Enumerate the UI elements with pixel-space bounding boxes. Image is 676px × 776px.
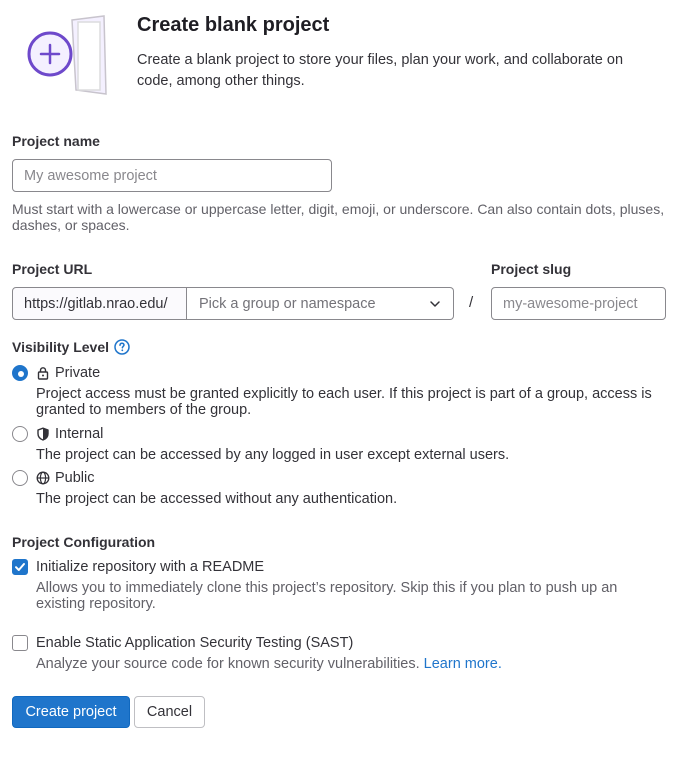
- cancel-button[interactable]: Cancel: [134, 696, 205, 728]
- internal-label: Internal: [55, 426, 104, 442]
- project-slug-label: Project slug: [491, 261, 572, 277]
- visibility-option-internal[interactable]: [12, 426, 103, 442]
- sast-label: Enable Static Application Security Testing (SAST): [36, 635, 354, 651]
- namespace-placeholder: Pick a group or namespace: [199, 295, 376, 312]
- project-name-input[interactable]: [12, 159, 332, 192]
- sast-description: Analyze your source code for known security vulnerabilities.: [36, 656, 420, 672]
- private-description: Project access must be granted explicitly to each user. If this project is part of a group, access is granted to members of the group.: [36, 386, 652, 418]
- learn-more-link[interactable]: Learn more.: [423, 656, 502, 672]
- internal-description: The project can be accessed by any logged in user except external users.: [36, 447, 510, 463]
- globe-icon: [36, 471, 50, 485]
- lock-icon: [36, 366, 50, 380]
- private-label: Private: [55, 365, 101, 381]
- readme-option[interactable]: [12, 559, 264, 575]
- private-radio[interactable]: [12, 365, 28, 381]
- visibility-option-public[interactable]: [12, 470, 95, 486]
- readme-label: Initialize repository with a README: [36, 559, 265, 575]
- public-radio[interactable]: [12, 470, 28, 486]
- chevron-down-icon: [429, 298, 441, 310]
- project-name-help: Must start with a lowercase or uppercase letter, digit, emoji, or underscore. Can also contain dots, pluses, dashes, or spaces.: [12, 201, 665, 233]
- sast-option[interactable]: [12, 635, 353, 651]
- checkmark-icon: [14, 561, 26, 573]
- create-project-button[interactable]: Create project: [12, 696, 130, 728]
- project-url-label: Project URL: [12, 261, 93, 277]
- sast-checkbox[interactable]: [12, 635, 28, 651]
- project-slug-placeholder: my-awesome-project: [503, 295, 638, 312]
- page-title: Create blank project: [137, 14, 330, 36]
- question-circle-icon[interactable]: [114, 339, 130, 355]
- public-description: The project can be accessed without any authentication.: [36, 491, 398, 507]
- page-subtitle: Create a blank project to store your files, plan your work, and collaborate on code, among other things.: [137, 52, 624, 89]
- project-url-prefix: https://gitlab.nrao.edu/: [12, 287, 187, 320]
- namespace-dropdown[interactable]: [187, 287, 454, 320]
- readme-checkbox[interactable]: [12, 559, 28, 575]
- url-separator: /: [469, 294, 474, 311]
- blank-project-illustration: [22, 14, 112, 98]
- project-name-label: Project name: [12, 133, 100, 149]
- visibility-option-private[interactable]: [12, 365, 100, 381]
- shield-icon: [36, 427, 50, 441]
- public-label: Public: [55, 470, 95, 486]
- project-url-group: [12, 287, 454, 320]
- project-configuration-label: Project Configuration: [12, 534, 156, 550]
- project-name-placeholder: My awesome project: [24, 167, 157, 184]
- readme-description: Allows you to immediately clone this project’s repository. Skip this if you plan to push up an existing repository.: [36, 580, 618, 612]
- visibility-label: [12, 339, 130, 355]
- internal-radio[interactable]: [12, 426, 28, 442]
- sast-description-row: [36, 656, 666, 672]
- page-header: [0, 0, 676, 110]
- project-slug-input[interactable]: [491, 287, 666, 320]
- visibility-label-text: Visibility Level: [12, 339, 110, 355]
